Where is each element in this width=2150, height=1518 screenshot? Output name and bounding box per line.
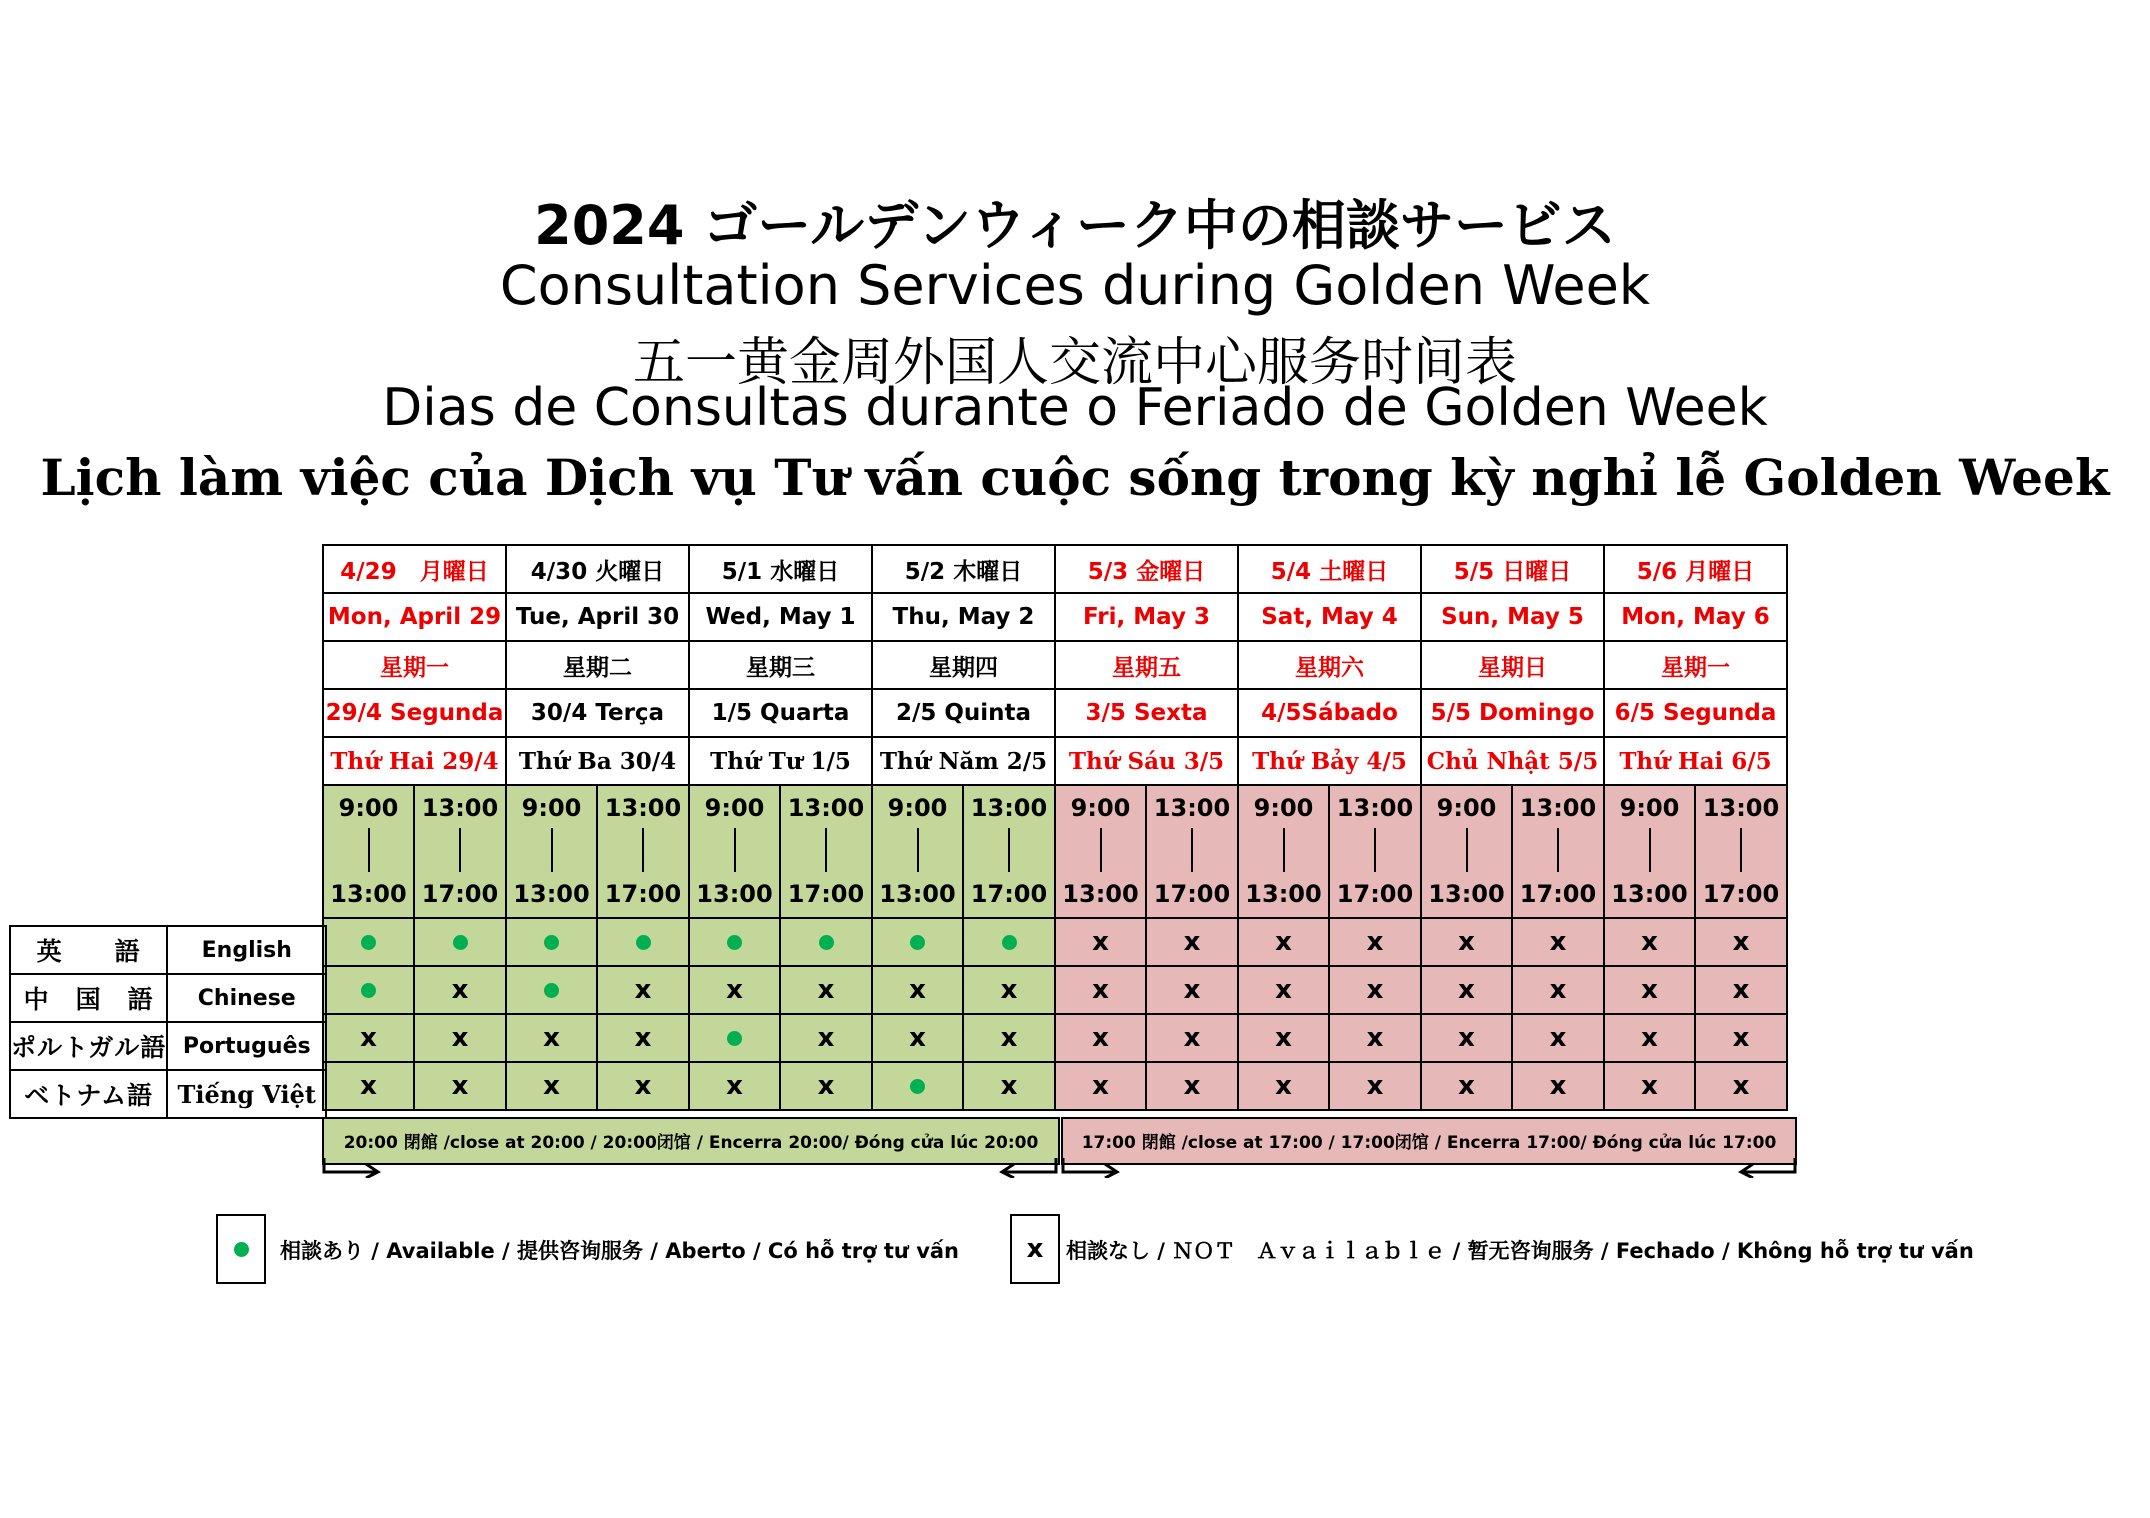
slot-end: 13:00 (696, 880, 773, 908)
availability-cell (323, 918, 414, 966)
x-mark-icon: x (451, 1071, 469, 1101)
language-label: Português (167, 1022, 326, 1070)
x-mark-icon: x (1549, 975, 1567, 1005)
availability-cell (1055, 966, 1146, 1014)
availability-cell (506, 1062, 597, 1110)
x-mark-icon: x (1732, 1071, 1750, 1101)
x-mark-icon: x (634, 1023, 652, 1053)
availability-cell (1421, 918, 1512, 966)
time-slot (1695, 785, 1787, 918)
time-slot (1146, 785, 1238, 918)
slot-start: 13:00 (604, 794, 682, 822)
availability-cell (1238, 1014, 1329, 1062)
availability-cell (1238, 918, 1329, 966)
holiday-closing-note: 17:00 閉館 /close at 17:00 / 17:00闭馆 / Encerra 17:00/ Đóng cửa lúc 17:00 (1061, 1117, 1797, 1165)
day-header-en: Fri, May 3 (1055, 593, 1238, 641)
day-header-zh: 星期二 (506, 641, 689, 689)
day-header-vi: Thứ Năm 2/5 (872, 737, 1055, 785)
slot-end: 13:00 (1428, 880, 1505, 908)
x-mark-icon: x (1092, 927, 1109, 957)
availability-cell (1604, 1014, 1695, 1062)
x-mark-icon: x (1458, 927, 1475, 957)
time-slot (780, 785, 872, 918)
slot-end: 17:00 (1519, 880, 1597, 908)
availability-cell (1512, 1062, 1604, 1110)
slot-start: 13:00 (1336, 794, 1414, 822)
x-mark-icon: x (1549, 1071, 1567, 1101)
availability-cell (506, 1014, 597, 1062)
day-header-jp: 5/3 金曜日 (1055, 545, 1238, 593)
x-mark-icon: x (1275, 1071, 1292, 1101)
x-mark-icon: x (1183, 1071, 1201, 1101)
day-header-vi: Thứ Hai 29/4 (323, 737, 506, 785)
legend-not-available-text: 相談なし / ＮＯＴ Ａｖａｉｌａｂｌｅ / 暂无咨询服务 / Fechado / Không hỗ trợ tư vấn (1066, 1239, 1974, 1263)
day-header-en: Sun, May 5 (1421, 593, 1604, 641)
availability-cell (872, 918, 963, 966)
time-slot (414, 785, 506, 918)
range-line (1740, 828, 1742, 872)
time-slot (1421, 785, 1512, 918)
availability-cell (323, 1014, 414, 1062)
day-header-jp: 4/29 月曜日 (323, 545, 506, 593)
x-mark-icon: x (451, 1023, 469, 1053)
slot-end: 13:00 (1611, 880, 1688, 908)
arrow-right-icon (322, 1156, 382, 1178)
slot-start: 13:00 (970, 794, 1048, 822)
availability-cell (414, 918, 506, 966)
slot-start: 9:00 (1619, 794, 1680, 822)
availability-cell (963, 1014, 1055, 1062)
day-header-pt: 29/4 Segunda (323, 689, 506, 737)
x-mark-icon: x (1366, 927, 1384, 957)
day-header-en: Wed, May 1 (689, 593, 872, 641)
slot-end: 17:00 (1153, 880, 1231, 908)
range-line (551, 828, 553, 872)
slot-start: 9:00 (887, 794, 948, 822)
x-mark-icon: x (634, 975, 652, 1005)
green-dot-icon (544, 983, 559, 998)
availability-cell (414, 1014, 506, 1062)
x-mark-icon: x (1183, 927, 1201, 957)
day-header-vi: Chủ Nhật 5/5 (1421, 737, 1604, 785)
time-slot (1329, 785, 1421, 918)
x-mark-icon: x (1641, 927, 1658, 957)
x-mark-icon: x (451, 975, 469, 1005)
slot-end: 13:00 (330, 880, 407, 908)
x-mark-icon: x (1275, 1023, 1292, 1053)
day-header-jp: 4/30 火曜日 (506, 545, 689, 593)
x-mark-icon: x (1366, 975, 1384, 1005)
availability-cell (689, 918, 780, 966)
range-line (1649, 828, 1651, 872)
availability-cell (1421, 1014, 1512, 1062)
x-mark-icon: x (1366, 1071, 1384, 1101)
slot-end: 13:00 (1062, 880, 1139, 908)
green-dot-icon (910, 935, 925, 950)
language-label-jp: ポルトガル語 (10, 1022, 167, 1070)
day-header-vi: Thứ Sáu 3/5 (1055, 737, 1238, 785)
day-header-jp: 5/1 水曜日 (689, 545, 872, 593)
x-mark-icon: x (1458, 1023, 1475, 1053)
slot-start: 13:00 (1519, 794, 1597, 822)
slot-start: 13:00 (421, 794, 499, 822)
availability-cell (1604, 966, 1695, 1014)
time-slot (1238, 785, 1329, 918)
x-mark-icon: x (1092, 1071, 1109, 1101)
range-line (1374, 828, 1376, 872)
availability-cell (1604, 1062, 1695, 1110)
x-mark-icon: x (1641, 1023, 1658, 1053)
day-header-zh: 星期日 (1421, 641, 1604, 689)
day-header-en: Sat, May 4 (1238, 593, 1421, 641)
range-line (1466, 828, 1468, 872)
availability-cell (1604, 918, 1695, 966)
slot-start: 9:00 (704, 794, 765, 822)
slot-start: 9:00 (1253, 794, 1314, 822)
range-line (734, 828, 736, 872)
time-slot (872, 785, 963, 918)
time-slot (1055, 785, 1146, 918)
x-mark-icon: x (1549, 1023, 1567, 1053)
availability-cell (1329, 918, 1421, 966)
x-mark-icon: x (1275, 927, 1292, 957)
title-japanese: 2024 ゴールデンウィーク中の相談サービス (534, 194, 1616, 257)
range-line (459, 828, 461, 872)
day-header-zh: 星期四 (872, 641, 1055, 689)
time-slot (689, 785, 780, 918)
legend-not-available-box (1010, 1214, 1060, 1284)
slot-end: 17:00 (1336, 880, 1414, 908)
day-header-vi: Thứ Ba 30/4 (506, 737, 689, 785)
x-mark-icon: x (360, 1071, 377, 1101)
slot-start: 9:00 (1436, 794, 1497, 822)
slot-end: 17:00 (604, 880, 682, 908)
schedule-table (322, 544, 1788, 1111)
language-label: English (167, 926, 326, 974)
x-mark-icon: x (817, 1071, 835, 1101)
green-dot-icon (910, 1079, 925, 1094)
slot-start: 9:00 (338, 794, 399, 822)
availability-cell (689, 966, 780, 1014)
x-mark-icon: x (1275, 975, 1292, 1005)
day-header-vi: Thứ Bảy 4/5 (1238, 737, 1421, 785)
availability-cell (1695, 966, 1787, 1014)
availability-cell (1055, 1062, 1146, 1110)
day-header-zh: 星期一 (1604, 641, 1787, 689)
availability-cell (1695, 918, 1787, 966)
x-mark-icon: x (1641, 975, 1658, 1005)
range-line (1557, 828, 1559, 872)
availability-cell (780, 918, 872, 966)
x-mark-icon: x (817, 975, 835, 1005)
slot-start: 13:00 (787, 794, 865, 822)
x-mark-icon: x (1732, 927, 1750, 957)
title-english: Consultation Services during Golden Week (499, 254, 1651, 317)
green-dot-icon (1002, 935, 1017, 950)
availability-cell (506, 918, 597, 966)
x-mark-icon: x (1366, 1023, 1384, 1053)
availability-cell (597, 1014, 689, 1062)
slot-start: 13:00 (1702, 794, 1780, 822)
range-line (825, 828, 827, 872)
day-header-pt: 30/4 Terça (506, 689, 689, 737)
language-label-jp: 英 語 (10, 926, 167, 974)
arrow-left-icon (1737, 1156, 1797, 1178)
arrow-left-icon (998, 1156, 1058, 1178)
availability-cell (1329, 1062, 1421, 1110)
x-mark-icon: x (360, 1023, 377, 1053)
availability-cell (872, 1062, 963, 1110)
availability-cell (1329, 966, 1421, 1014)
time-slot (323, 785, 414, 918)
day-header-vi: Thứ Hai 6/5 (1604, 737, 1787, 785)
availability-cell (780, 1014, 872, 1062)
time-slot (963, 785, 1055, 918)
language-label: Chinese (167, 974, 326, 1022)
green-dot-icon (361, 935, 376, 950)
day-header-vi: Thứ Tư 1/5 (689, 737, 872, 785)
range-line (1191, 828, 1193, 872)
day-header-pt: 6/5 Segunda (1604, 689, 1787, 737)
range-line (917, 828, 919, 872)
availability-cell (597, 918, 689, 966)
green-dot-icon (544, 935, 559, 950)
day-header-zh: 星期五 (1055, 641, 1238, 689)
green-dot-icon (636, 935, 651, 950)
range-line (1100, 828, 1102, 872)
day-header-pt: 4/5Sábado (1238, 689, 1421, 737)
slot-end: 17:00 (970, 880, 1048, 908)
availability-cell (780, 966, 872, 1014)
slot-end: 17:00 (1702, 880, 1780, 908)
availability-cell (1146, 1062, 1238, 1110)
language-label-table (9, 925, 327, 1119)
availability-cell (1146, 1014, 1238, 1062)
green-dot-icon (727, 935, 742, 950)
availability-cell (1421, 1062, 1512, 1110)
day-header-en: Mon, April 29 (323, 593, 506, 641)
day-header-jp: 5/5 日曜日 (1421, 545, 1604, 593)
day-header-jp: 5/2 木曜日 (872, 545, 1055, 593)
day-header-pt: 1/5 Quarta (689, 689, 872, 737)
availability-cell (1238, 966, 1329, 1014)
time-slot (506, 785, 597, 918)
availability-cell (963, 1062, 1055, 1110)
availability-cell (414, 1062, 506, 1110)
x-mark-icon: x (1183, 975, 1201, 1005)
availability-cell (780, 1062, 872, 1110)
availability-cell (1512, 966, 1604, 1014)
slot-end: 13:00 (513, 880, 590, 908)
time-slot (597, 785, 689, 918)
availability-cell (1512, 1014, 1604, 1062)
availability-cell (1146, 966, 1238, 1014)
legend-available-box (216, 1214, 266, 1284)
legend-available-text: 相談あり / Available / 提供咨询服务 / Aberto / Có hỗ trợ tư vấn (280, 1239, 960, 1263)
x-mark-icon: x (1458, 975, 1475, 1005)
day-header-pt: 2/5 Quinta (872, 689, 1055, 737)
range-line (642, 828, 644, 872)
title-chinese: 五一黄金周外国人交流中心服务时间表 (632, 333, 1517, 393)
availability-cell (963, 966, 1055, 1014)
x-mark-icon: x (1092, 1023, 1109, 1053)
availability-cell (414, 966, 506, 1014)
range-line (1008, 828, 1010, 872)
title-vietnamese: Lịch làm việc của Dịch vụ Tư vấn cuộc sống trong kỳ nghỉ lễ Golden Week (40, 448, 2110, 507)
green-dot-icon (727, 1031, 742, 1046)
x-mark-icon: x (543, 1071, 560, 1101)
x-mark-icon: x (1732, 1023, 1750, 1053)
day-header-jp: 5/6 月曜日 (1604, 545, 1787, 593)
availability-cell (1421, 966, 1512, 1014)
availability-cell (323, 1062, 414, 1110)
availability-cell (872, 1014, 963, 1062)
slot-start: 9:00 (521, 794, 582, 822)
availability-cell (323, 966, 414, 1014)
x-mark-icon: x (1026, 1234, 1044, 1264)
availability-cell (1238, 1062, 1329, 1110)
availability-cell (1695, 1062, 1787, 1110)
x-mark-icon: x (726, 975, 743, 1005)
availability-cell (872, 966, 963, 1014)
day-header-en: Mon, May 6 (1604, 593, 1787, 641)
time-slot (1604, 785, 1695, 918)
x-mark-icon: x (909, 1023, 926, 1053)
green-dot-icon (361, 983, 376, 998)
availability-cell (1055, 918, 1146, 966)
x-mark-icon: x (1549, 927, 1567, 957)
x-mark-icon: x (909, 975, 926, 1005)
range-line (1283, 828, 1285, 872)
x-mark-icon: x (1641, 1071, 1658, 1101)
x-mark-icon: x (817, 1023, 835, 1053)
title-portuguese: Dias de Consultas durante o Feriado de Golden Week (382, 378, 1768, 438)
availability-cell (1055, 1014, 1146, 1062)
availability-cell (1512, 918, 1604, 966)
slot-end: 13:00 (1245, 880, 1322, 908)
x-mark-icon: x (1000, 975, 1018, 1005)
availability-cell (1329, 1014, 1421, 1062)
slot-start: 9:00 (1070, 794, 1131, 822)
language-label-jp: ベトナム語 (10, 1070, 167, 1118)
x-mark-icon: x (1000, 1071, 1018, 1101)
slot-end: 13:00 (879, 880, 956, 908)
day-header-pt: 3/5 Sexta (1055, 689, 1238, 737)
x-mark-icon: x (1092, 975, 1109, 1005)
day-header-en: Thu, May 2 (872, 593, 1055, 641)
x-mark-icon: x (1000, 1023, 1018, 1053)
availability-cell (963, 918, 1055, 966)
availability-cell (597, 1062, 689, 1110)
day-header-jp: 5/4 土曜日 (1238, 545, 1421, 593)
day-header-en: Tue, April 30 (506, 593, 689, 641)
availability-cell (1695, 1014, 1787, 1062)
x-mark-icon: x (1458, 1071, 1475, 1101)
availability-cell (1146, 918, 1238, 966)
time-slot (1512, 785, 1604, 918)
x-mark-icon: x (726, 1071, 743, 1101)
slot-end: 17:00 (787, 880, 865, 908)
day-header-zh: 星期三 (689, 641, 872, 689)
availability-cell (689, 1062, 780, 1110)
availability-cell (597, 966, 689, 1014)
x-mark-icon: x (1732, 975, 1750, 1005)
arrow-right-icon (1061, 1156, 1121, 1178)
weekday-closing-note: 20:00 閉館 /close at 20:00 / 20:00闭馆 / Encerra 20:00/ Đóng cửa lúc 20:00 (322, 1117, 1060, 1165)
day-header-zh: 星期一 (323, 641, 506, 689)
range-line (368, 828, 370, 872)
language-label: Tiếng Việt (167, 1070, 326, 1118)
language-label-jp: 中 国 語 (10, 974, 167, 1022)
x-mark-icon: x (543, 1023, 560, 1053)
green-dot-icon (234, 1242, 249, 1257)
green-dot-icon (819, 935, 834, 950)
x-mark-icon: x (634, 1071, 652, 1101)
slot-start: 13:00 (1153, 794, 1231, 822)
green-dot-icon (453, 935, 468, 950)
day-header-pt: 5/5 Domingo (1421, 689, 1604, 737)
availability-cell (506, 966, 597, 1014)
day-header-zh: 星期六 (1238, 641, 1421, 689)
availability-cell (689, 1014, 780, 1062)
x-mark-icon: x (1183, 1023, 1201, 1053)
slot-end: 17:00 (421, 880, 499, 908)
